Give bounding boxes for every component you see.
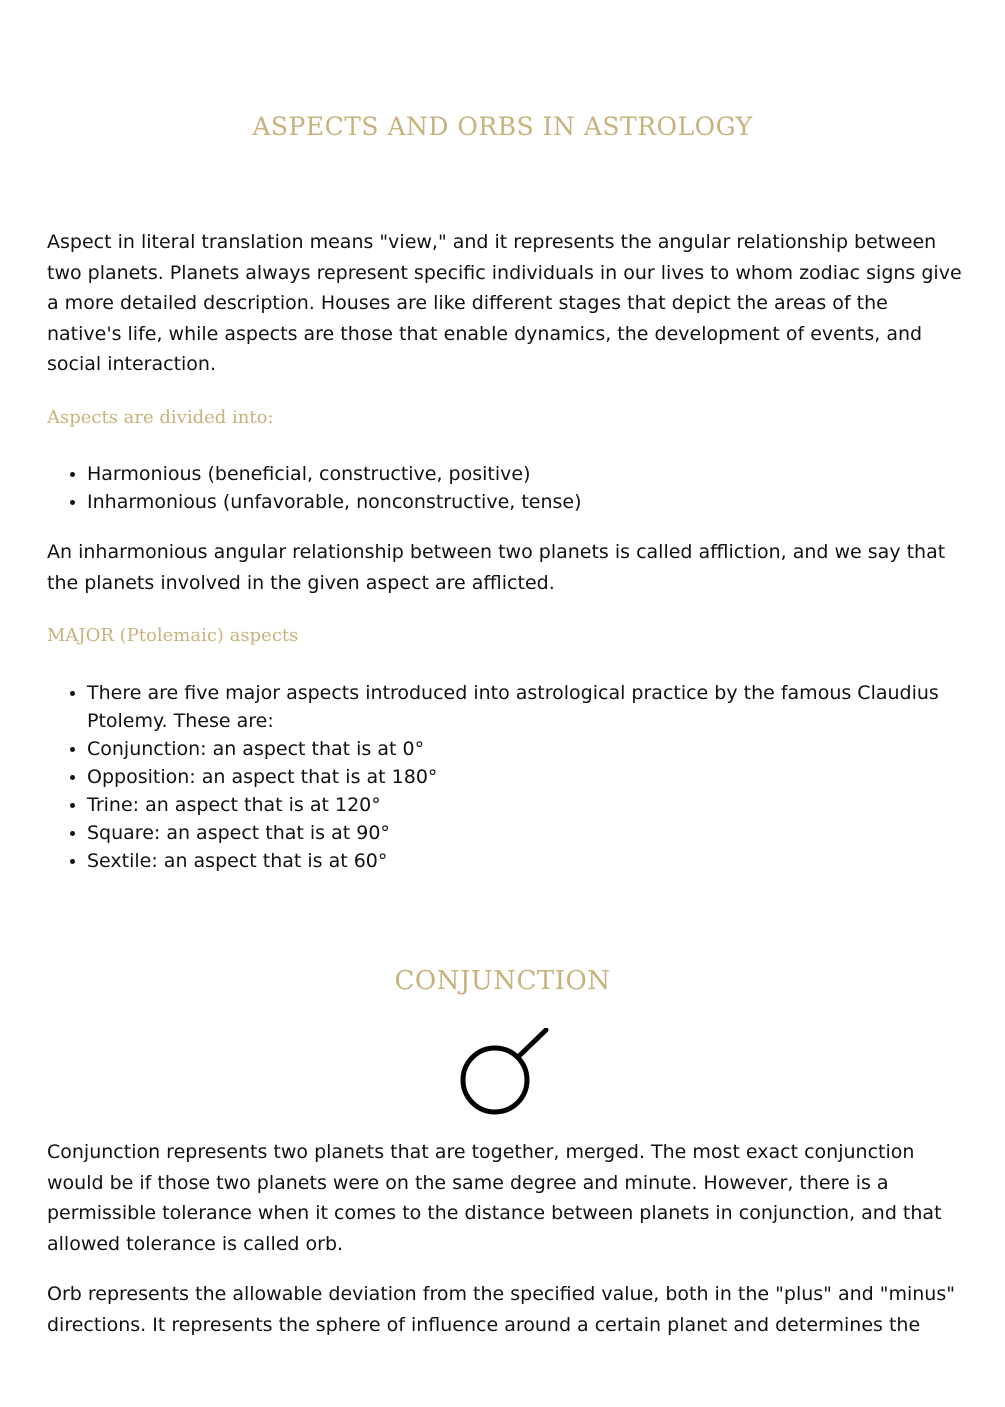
conjunction-heading: CONJUNCTION (394, 966, 611, 996)
list-item: • Square: an aspect that is at 90° (87, 819, 987, 847)
conjunction-paragraph-2: Orb represents the allowable deviation from the specified value, both in the "plus" and "minus" directions. It represents the sphere of influence around a certain planet and determines the (47, 1283, 955, 1336)
page-title: ASPECTS AND ORBS IN ASTROLOGY (252, 112, 753, 141)
affliction-paragraph: An inharmonious angular relationship between two planets is called affliction, and we say that the planets involved in the given aspect are afflicted. (47, 541, 946, 594)
list-item: • There are five major aspects introduced into astrological practice by the famous Claudius Ptolemy. These are: (87, 679, 987, 735)
list-item: • Trine: an aspect that is at 120° (87, 791, 987, 819)
conjunction-paragraph-1: Conjunction represents two planets that are together, merged. The most exact conjunction would be if those two planets were on the same degree and minute. However, there is a permissible tolerance when it comes to the distance between planets in conjunction, and that allowed tolerance is called orb. (47, 1141, 942, 1255)
divided-list (47, 460, 987, 516)
conjunction-symbol-icon (458, 1028, 553, 1124)
divided-heading: Aspects are divided into: (47, 407, 274, 428)
list-item: • Harmonious (beneficial, constructive, positive) (87, 460, 987, 488)
list-item: • Opposition: an aspect that is at 180° (87, 763, 987, 791)
major-heading: MAJOR (Ptolemaic) aspects (47, 625, 299, 646)
list-item: • Inharmonious (unfavorable, nonconstructive, tense) (87, 488, 987, 516)
list-item: • Sextile: an aspect that is at 60° (87, 847, 987, 875)
major-list (47, 679, 987, 875)
intro-paragraph: Aspect in literal translation means "view," and it represents the angular relationship between two planets. Planets always represent specific individuals in our lives to whom zodiac signs give a more detailed description. Houses are like different stages that depict the areas of the native's life, while aspects are those that enable dynamics, the development of events, and social interaction. (47, 231, 962, 375)
list-item: • Conjunction: an aspect that is at 0° (87, 735, 987, 763)
